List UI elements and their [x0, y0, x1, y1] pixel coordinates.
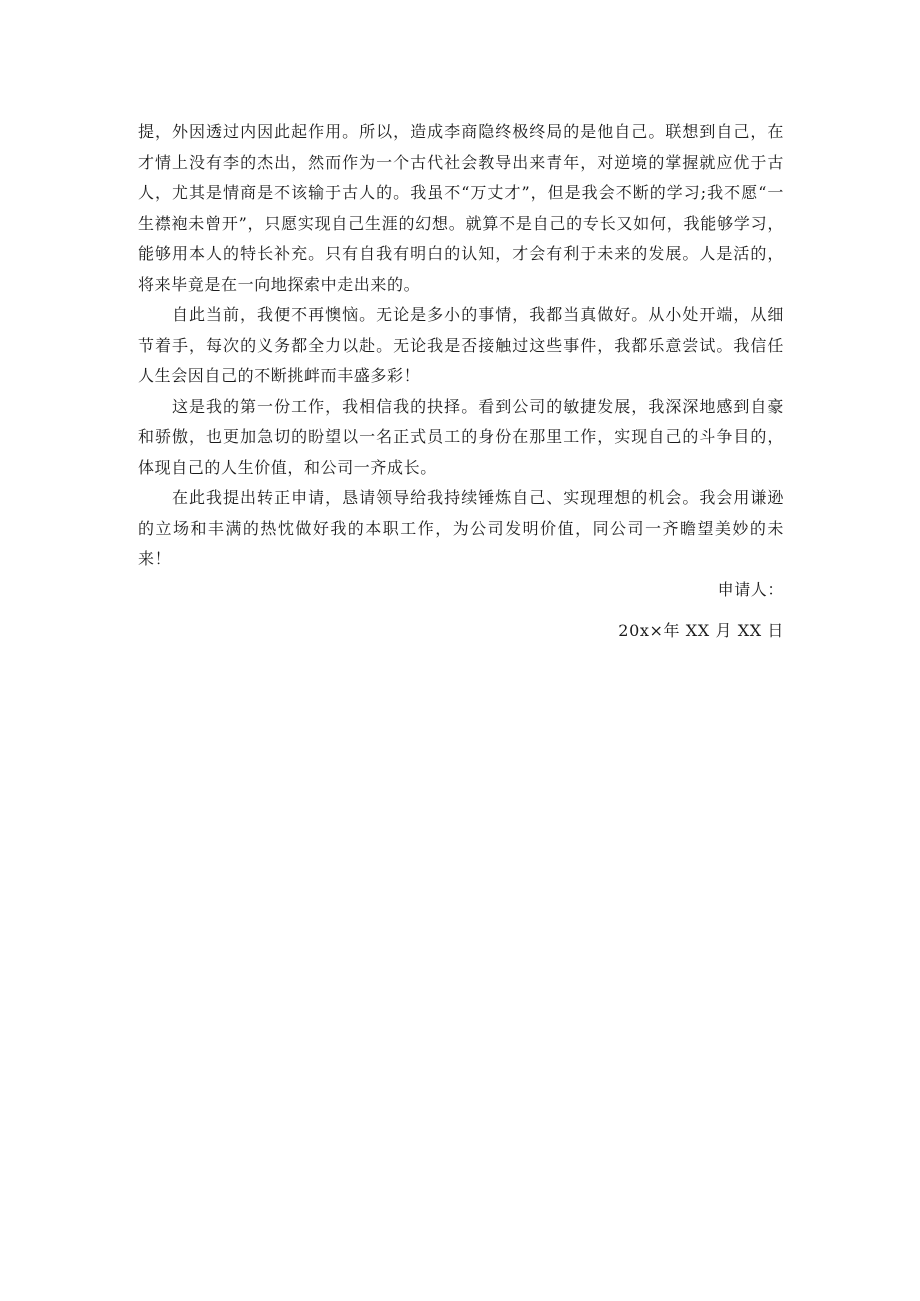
paragraph-continued: 提，外因透过内因此起作用。所以，造成李商隐终极终局的是他自己。联想到自己，在才情上没有李的杰出，然而作为一个古代社会教导出来青年，对逆境的掌握就应优于古人，尤其是情商是不该输于古人的。我虽不“万丈才”，但是我会不断的学习;我不愿“一生襟袍未曾开”，只愿实现自己生涯的幻想。就算不是自己的专长又如何，我能够学习，能够用本人的特长补充。只有自我有明白的认知，才会有利于未来的发展。人是活的，将来毕竟是在一向地探索中走出来的。	[138, 122, 784, 294]
paragraph: 在此我提出转正申请，恳请领导给我持续锤炼自己、实现理想的机会。我会用谦逊的立场和丰满的热忱做好我的本职工作，为公司发明价值，同公司一齐瞻望美妙的未来！	[138, 488, 784, 568]
letter-body	[138, 117, 784, 647]
paragraph: 自此当前，我便不再懊恼。无论是多小的事情，我都当真做好。从小处开端，从细节着手，每次的义务都全力以赴。无论我是否接触过这些事件，我都乐意尝试。我信任人生会因自己的不断挑衅而丰盛多彩！	[138, 305, 784, 385]
applicant-label: 申请人：	[717, 579, 784, 599]
paragraph: 这是我的第一份工作，我相信我的抉择。看到公司的敏捷发展，我深深地感到自豪和骄傲，也更加急切的盼望以一名正式员工的身份在那里工作，实现自己的斗争目的，体现自己的人生价值，和公司一齐成长。	[138, 396, 784, 477]
signature-date: 20x×年 XX 月 XX 日	[618, 621, 784, 640]
